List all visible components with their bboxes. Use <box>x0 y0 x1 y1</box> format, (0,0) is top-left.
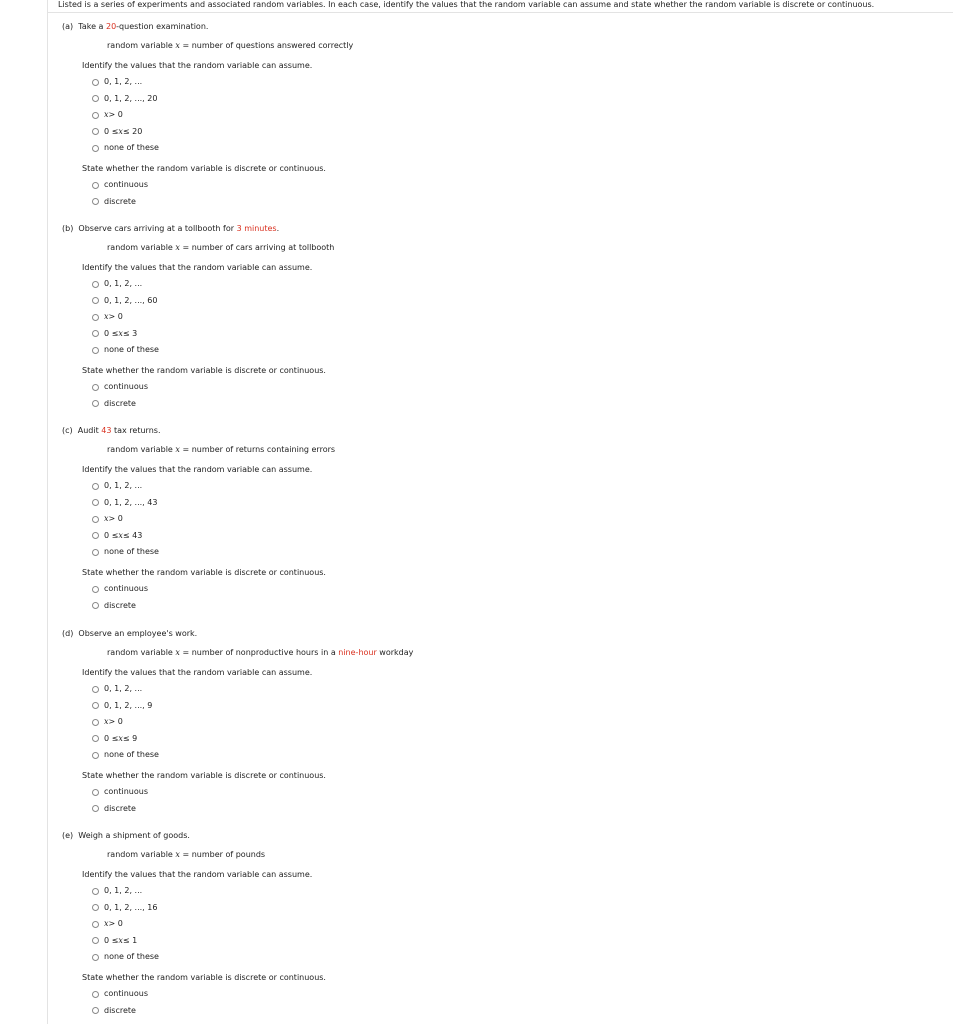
rv-definition: number of nonproductive hours in a <box>191 648 339 657</box>
experiment-text-end: tax returns. <box>111 426 161 435</box>
option-variable: x <box>118 935 123 945</box>
part-label: (b) <box>62 224 74 233</box>
rv-definition: number of cars arriving at tollbooth <box>191 243 335 252</box>
part-b-value-option[interactable] <box>92 329 137 339</box>
type-option-label: continuous <box>104 382 148 391</box>
part-a-value-option[interactable] <box>92 110 123 120</box>
part-e-value-option[interactable] <box>92 936 137 946</box>
radio-button[interactable] <box>92 586 99 593</box>
part-e-experiment <box>62 831 190 841</box>
rv-variable: x <box>175 445 180 454</box>
experiment-text: Audit <box>77 426 102 435</box>
part-c-identify-question: Identify the values that the random variable can assume. <box>82 465 313 474</box>
part-d-value-option[interactable] <box>92 750 159 760</box>
part-label: (c) <box>62 426 73 435</box>
part-b-experiment <box>62 224 279 234</box>
part-c-state-question: State whether the random variable is discrete or continuous. <box>82 568 326 577</box>
part-d-value-option[interactable] <box>92 684 142 694</box>
rv-equals: = <box>179 41 192 50</box>
rv-variable: x <box>175 243 180 252</box>
part-e-value-option[interactable] <box>92 886 142 896</box>
option-text-end: ≤ 9 <box>122 733 138 743</box>
option-text: 0, 1, 2, ..., 60 <box>104 295 158 305</box>
experiment-highlight: 3 minutes <box>236 224 277 233</box>
option-variable: x <box>118 733 123 743</box>
part-b-random-variable <box>107 243 334 253</box>
radio-button[interactable] <box>92 314 99 321</box>
part-b-state-question: State whether the random variable is discrete or continuous. <box>82 366 326 375</box>
type-option-label: discrete <box>104 803 136 813</box>
radio-button[interactable] <box>92 686 99 693</box>
option-variable: x <box>104 110 109 120</box>
option-text: none of these <box>104 547 159 557</box>
option-text: 0 ≤ <box>104 935 119 945</box>
part-a-state-question: State whether the random variable is discrete or continuous. <box>82 164 326 173</box>
experiment-text: Take a <box>78 22 106 31</box>
radio-button[interactable] <box>92 719 99 726</box>
part-d-experiment <box>62 629 197 639</box>
part-a-type-option[interactable] <box>92 180 148 190</box>
radio-button[interactable] <box>92 752 99 759</box>
type-option-label: continuous <box>104 989 148 998</box>
option-text-end: ≤ 20 <box>122 126 143 136</box>
radio-button[interactable] <box>92 281 99 288</box>
option-variable: x <box>104 717 109 727</box>
radio-button[interactable] <box>92 499 99 506</box>
part-d-value-option[interactable] <box>92 734 137 744</box>
radio-button[interactable] <box>92 937 99 944</box>
part-e-value-option[interactable] <box>92 952 159 962</box>
option-text: none of these <box>104 750 159 760</box>
part-label: (e) <box>62 831 74 840</box>
part-c-type-option[interactable] <box>92 584 148 594</box>
part-c-random-variable <box>107 445 335 455</box>
option-text: 0, 1, 2, ..., 9 <box>104 700 153 710</box>
part-c-experiment <box>62 426 160 436</box>
part-c-value-option[interactable] <box>92 498 157 508</box>
radio-button[interactable] <box>92 532 99 539</box>
rv-prefix: random variable <box>107 41 176 50</box>
part-e-identify-question: Identify the values that the random variable can assume. <box>82 870 313 879</box>
option-text-end: ≤ 1 <box>122 935 138 945</box>
option-text-end: > 0 <box>108 514 123 524</box>
radio-button[interactable] <box>92 297 99 304</box>
rv-definition: number of pounds <box>191 850 266 859</box>
part-a-random-variable <box>107 41 353 51</box>
part-b-type-option[interactable] <box>92 399 136 409</box>
radio-button[interactable] <box>92 79 99 86</box>
option-text: 0, 1, 2, ... <box>104 481 143 490</box>
option-variable: x <box>118 126 123 136</box>
rv-definition: number of questions answered correctly <box>191 41 354 50</box>
type-option-label: continuous <box>104 180 148 189</box>
rv-variable: x <box>175 41 180 50</box>
experiment-highlight: 43 <box>101 426 112 435</box>
experiment-text: Observe an employee's work. <box>78 629 198 638</box>
type-option-label: continuous <box>104 787 148 796</box>
part-d-identify-question: Identify the values that the random variable can assume. <box>82 668 313 677</box>
rv-highlight: nine-hour <box>338 648 377 657</box>
radio-button[interactable] <box>92 112 99 119</box>
option-text: none of these <box>104 143 159 153</box>
rv-prefix: random variable <box>107 648 176 657</box>
experiment-highlight: 20 <box>105 22 117 31</box>
part-e-type-option[interactable] <box>92 1006 136 1016</box>
part-e-state-question: State whether the random variable is discrete or continuous. <box>82 973 326 982</box>
option-text-end: > 0 <box>108 717 123 727</box>
type-option-label: discrete <box>104 398 136 408</box>
part-e-random-variable <box>107 850 265 860</box>
radio-button[interactable] <box>92 384 99 391</box>
type-option-label: continuous <box>104 584 148 593</box>
part-e-value-option[interactable] <box>92 919 123 929</box>
part-label: (a) <box>62 22 74 31</box>
radio-button[interactable] <box>92 888 99 895</box>
radio-button[interactable] <box>92 735 99 742</box>
rv-equals: = <box>179 243 192 252</box>
rv-definition-end: workday <box>376 648 414 657</box>
type-option-label: discrete <box>104 1005 136 1015</box>
part-a-value-option[interactable] <box>92 127 142 137</box>
option-text: 0, 1, 2, ... <box>104 279 143 288</box>
option-text-end: > 0 <box>108 312 123 322</box>
option-text: 0, 1, 2, ... <box>104 684 143 693</box>
experiment-text-end: . <box>276 224 280 233</box>
radio-button[interactable] <box>92 549 99 556</box>
option-variable: x <box>118 530 123 540</box>
rv-equals: = <box>179 648 192 657</box>
option-text-end: ≤ 43 <box>122 530 143 540</box>
part-d-type-option[interactable] <box>92 787 148 797</box>
type-option-label: discrete <box>104 600 136 610</box>
part-b-value-option[interactable] <box>92 312 123 322</box>
rv-equals: = <box>179 850 192 859</box>
experiment-text: Weigh a shipment of goods. <box>78 831 190 840</box>
rv-equals: = <box>179 445 192 454</box>
part-a-value-option[interactable] <box>92 143 159 153</box>
part-d-type-option[interactable] <box>92 804 136 814</box>
radio-button[interactable] <box>92 805 99 812</box>
intro-text: Listed is a series of experiments and associated random variables. In each case, identify the values that the random variable can assume and state whether the random variable is discrete or continuous. <box>58 0 875 9</box>
option-text: 0 ≤ <box>104 126 119 136</box>
option-text: none of these <box>104 345 159 355</box>
part-c-value-option[interactable] <box>92 547 159 557</box>
part-a-experiment <box>62 22 208 32</box>
radio-button[interactable] <box>92 330 99 337</box>
part-d-value-option[interactable] <box>92 717 123 727</box>
part-label: (d) <box>62 629 74 638</box>
part-b-value-option[interactable] <box>92 279 142 289</box>
option-variable: x <box>104 514 109 524</box>
part-c-value-option[interactable] <box>92 481 142 491</box>
option-text: 0, 1, 2, ... <box>104 886 143 895</box>
option-text: 0, 1, 2, ..., 43 <box>104 497 158 507</box>
rv-variable: x <box>175 648 180 657</box>
type-option-label: discrete <box>104 196 136 206</box>
part-a-value-option[interactable] <box>92 77 142 87</box>
radio-button[interactable] <box>92 516 99 523</box>
radio-button[interactable] <box>92 145 99 152</box>
part-b-type-option[interactable] <box>92 382 148 392</box>
option-text-end: > 0 <box>108 919 123 929</box>
radio-button[interactable] <box>92 95 99 102</box>
part-a-identify-question: Identify the values that the random variable can assume. <box>82 61 313 70</box>
radio-button[interactable] <box>92 1007 99 1014</box>
left-border <box>47 0 48 1024</box>
part-c-type-option[interactable] <box>92 601 136 611</box>
option-text-end: ≤ 3 <box>122 328 138 338</box>
radio-button[interactable] <box>92 347 99 354</box>
part-b-value-option[interactable] <box>92 296 157 306</box>
part-b-identify-question: Identify the values that the random variable can assume. <box>82 263 313 272</box>
rv-definition: number of returns containing errors <box>191 445 336 454</box>
rv-prefix: random variable <box>107 445 176 454</box>
part-d-random-variable <box>107 648 413 658</box>
part-c-value-option[interactable] <box>92 514 123 524</box>
radio-button[interactable] <box>92 602 99 609</box>
option-text: 0 ≤ <box>104 733 119 743</box>
radio-button[interactable] <box>92 702 99 709</box>
option-text-end: > 0 <box>108 110 123 120</box>
option-text: none of these <box>104 952 159 962</box>
radio-button[interactable] <box>92 198 99 205</box>
radio-button[interactable] <box>92 128 99 135</box>
option-text: 0, 1, 2, ..., 20 <box>104 93 158 103</box>
radio-button[interactable] <box>92 991 99 998</box>
radio-button[interactable] <box>92 182 99 189</box>
part-a-value-option[interactable] <box>92 94 157 104</box>
radio-button[interactable] <box>92 400 99 407</box>
option-text: 0 ≤ <box>104 530 119 540</box>
part-b-value-option[interactable] <box>92 345 159 355</box>
part-e-value-option[interactable] <box>92 903 157 913</box>
part-d-state-question: State whether the random variable is discrete or continuous. <box>82 771 326 780</box>
option-variable: x <box>104 919 109 929</box>
radio-button[interactable] <box>92 921 99 928</box>
radio-button[interactable] <box>92 904 99 911</box>
rv-prefix: random variable <box>107 243 176 252</box>
option-variable: x <box>104 312 109 322</box>
rv-prefix: random variable <box>107 850 176 859</box>
option-variable: x <box>118 328 123 338</box>
option-text: 0 ≤ <box>104 328 119 338</box>
part-c-value-option[interactable] <box>92 531 142 541</box>
radio-button[interactable] <box>92 483 99 490</box>
option-text: 0, 1, 2, ..., 16 <box>104 902 158 912</box>
option-text: 0, 1, 2, ... <box>104 77 143 86</box>
radio-button[interactable] <box>92 954 99 961</box>
part-d-value-option[interactable] <box>92 701 152 711</box>
rv-variable: x <box>175 850 180 859</box>
experiment-text-end: -question examination. <box>116 22 209 31</box>
header-divider <box>47 12 953 13</box>
part-a-type-option[interactable] <box>92 197 136 207</box>
part-e-type-option[interactable] <box>92 989 148 999</box>
experiment-text: Observe cars arriving at a tollbooth for <box>78 224 237 233</box>
radio-button[interactable] <box>92 789 99 796</box>
